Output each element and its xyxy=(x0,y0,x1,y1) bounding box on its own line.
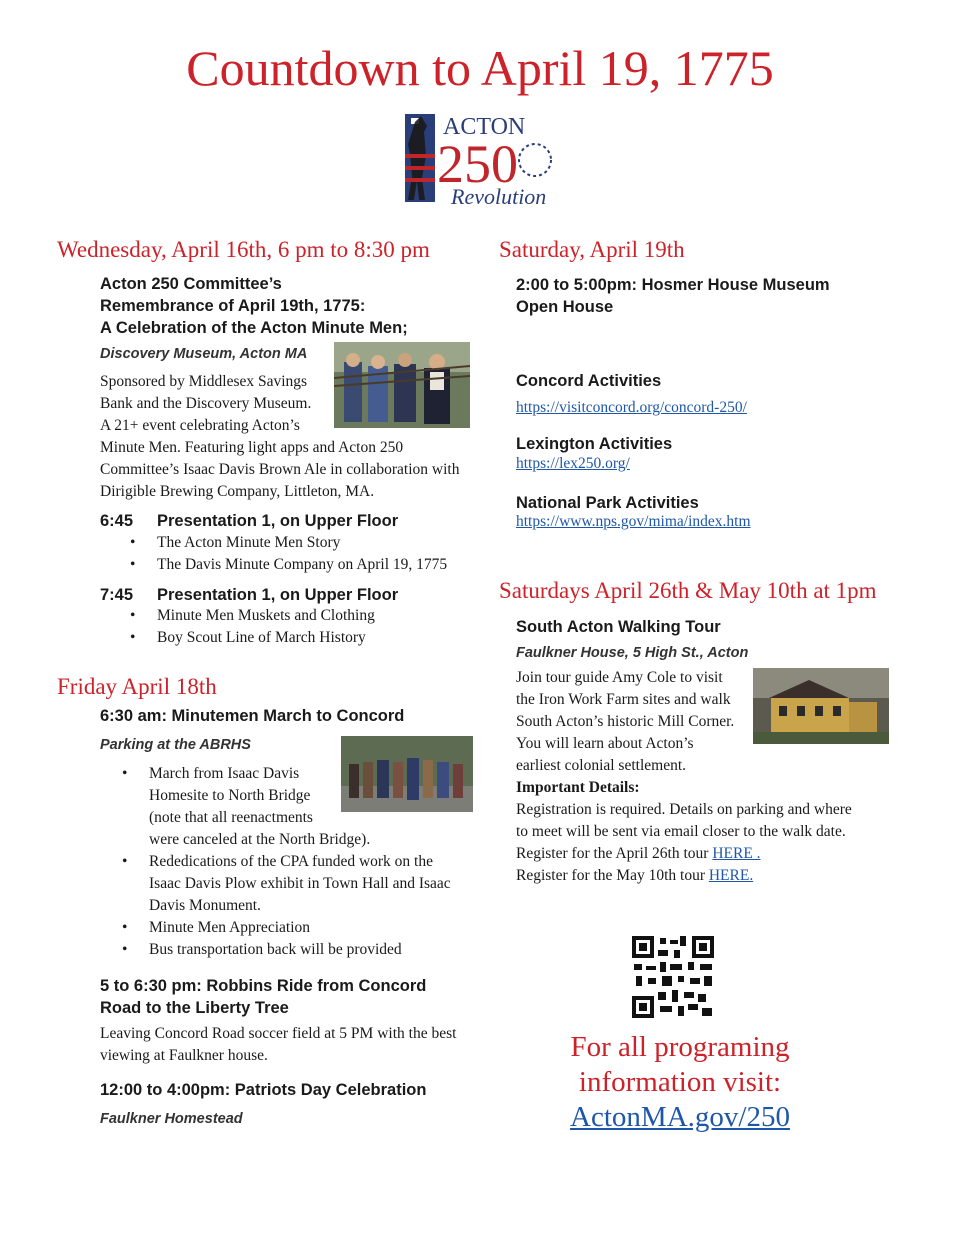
register-april-link[interactable]: HERE . xyxy=(712,845,761,862)
acton-250-website-link[interactable]: ActonMA.gov/250 xyxy=(570,1101,790,1133)
list-item: • March from Isaac Davis Homesite to North Bridge (note that all reenactments were canceled at the North Bridge). xyxy=(149,763,469,851)
wednesday-description: Sponsored by Middlesex Savings Bank and the Discovery Museum. A 21+ event celebrating Acton’s Minute Men. Featuring light apps and Acton 250 Committee’s Isaac Davis Brown Ale in collaboration with Dirigible Brewing Company, Littleton, MA. xyxy=(100,373,460,500)
patriots-day-location: Faulkner Homestead xyxy=(100,1111,243,1127)
presentation-1-time: 6:45 xyxy=(100,512,134,530)
wednesday-event-title: Acton 250 Committee’s Remembrance of April 19th, 1775: A Celebration of the Acton Minute Men; xyxy=(100,275,408,337)
presentation-2-list xyxy=(157,605,375,649)
friday-header: Friday April 18th xyxy=(57,674,217,699)
presentation-2-title: Presentation 1, on Upper Floor xyxy=(157,586,399,604)
svg-text:250: 250 xyxy=(437,134,518,194)
robbins-ride-title: 5 to 6:30 pm: Robbins Ride from Concord Road to the Liberty Tree xyxy=(100,977,427,1017)
hosmer-house-title: 2:00 to 5:00pm: Hosmer House Museum Open House xyxy=(516,276,830,316)
lexington-activities-title: Lexington Activities xyxy=(516,435,673,453)
walking-tour-title: South Acton Walking Tour xyxy=(516,618,721,636)
registration-details: Registration is required. Details on parking and where to meet will be sent via email closer to the walk date. Register for the April 26th tour HERE . Register for the May 10th tour HERE. xyxy=(516,799,896,887)
lexington-activities-link[interactable]: https://lex250.org/ xyxy=(516,455,630,472)
friday-list xyxy=(149,763,469,961)
qr-code-icon[interactable] xyxy=(632,936,714,1018)
list-item: • Minute Men Appreciation xyxy=(149,917,469,939)
list-item: • Boy Scout Line of March History xyxy=(157,627,375,649)
national-park-activities-title: National Park Activities xyxy=(516,494,699,512)
list-item: • The Davis Minute Company on April 19, 1775 xyxy=(157,554,447,576)
wednesday-header: Wednesday, April 16th, 6 pm to 8:30 pm xyxy=(57,237,430,262)
patriots-day-title: 12:00 to 4:00pm: Patriots Day Celebration xyxy=(100,1081,427,1099)
list-item: • Minute Men Muskets and Clothing xyxy=(157,605,375,627)
svg-text:Revolution: Revolution xyxy=(451,184,547,208)
register-april-line: Register for the April 26th tour HERE . xyxy=(516,845,761,862)
concord-activities-link[interactable]: https://visitconcord.org/concord-250/ xyxy=(516,399,747,416)
national-park-activities-link[interactable]: https://www.nps.gov/mima/index.htm xyxy=(516,513,751,530)
presentation-1-title: Presentation 1, on Upper Floor xyxy=(157,512,399,530)
wednesday-location: Discovery Museum, Acton MA xyxy=(100,346,308,362)
page-title: Countdown to April 19, 1775 xyxy=(186,40,774,96)
register-may-line: Register for the May 10th tour HERE. xyxy=(516,867,754,884)
list-item: • Bus transportation back will be provided xyxy=(149,939,469,961)
walking-tour-description: Join tour guide Amy Cole to visit the Iron Work Farm sites and walk South Acton’s historic Mill Corner. You will learn about Acton’s earliest colonial settlement. xyxy=(516,669,735,774)
list-item: • Rededications of the CPA funded work on the Isaac Davis Plow exhibit in Town Hall and Isaac Davis Monument. xyxy=(149,851,469,917)
register-may-link[interactable]: HERE. xyxy=(708,867,754,884)
saturday-header: Saturday, April 19th xyxy=(499,237,685,262)
robbins-ride-description: Leaving Concord Road soccer field at 5 PM with the best viewing at Faulkner house. xyxy=(100,1025,457,1064)
presentation-1-list xyxy=(157,532,447,576)
svg-text:ACTON: ACTON xyxy=(443,114,526,140)
concord-activities-title: Concord Activities xyxy=(516,372,662,390)
footer-callout: For all programing information visit: ActonMA.gov/250 xyxy=(520,1030,840,1135)
walking-tour-header: Saturdays April 26th & May 10th at 1pm xyxy=(499,578,877,603)
faulkner-house-photo xyxy=(753,668,889,744)
walking-tour-location: Faulkner House, 5 High St., Acton xyxy=(516,645,749,661)
presentation-2-time: 7:45 xyxy=(100,586,134,604)
minuteman-logo-icon xyxy=(403,112,555,208)
acton-250-logo xyxy=(403,112,555,208)
friday-event-title: 6:30 am: Minutemen March to Concord xyxy=(100,707,405,725)
list-item: • The Acton Minute Men Story xyxy=(157,532,447,554)
important-details-label: Important Details: xyxy=(516,779,640,796)
friday-location: Parking at the ABRHS xyxy=(100,737,251,753)
